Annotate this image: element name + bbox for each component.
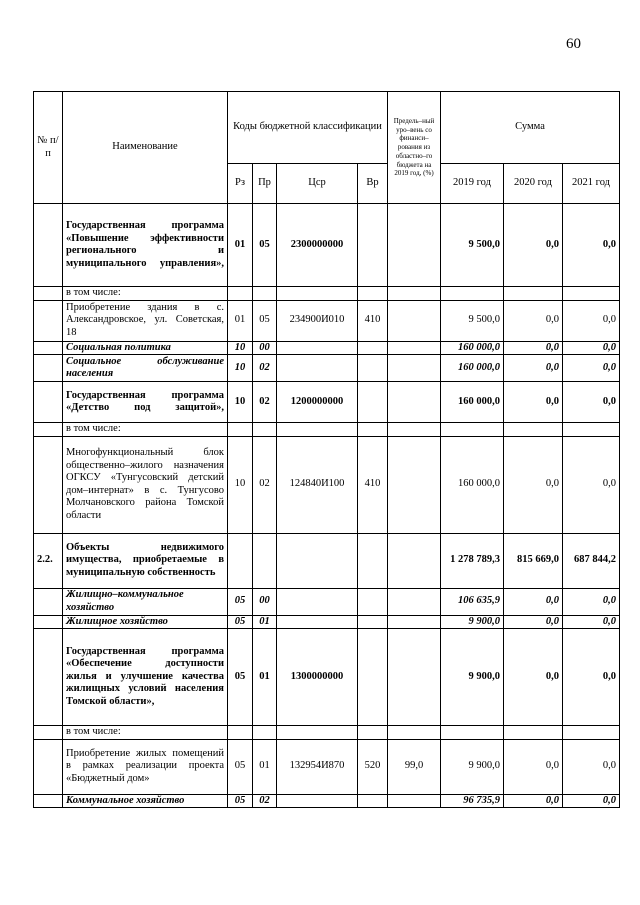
cell-name: Государственная программа «Детство под защитой», [63, 382, 228, 423]
cell-pct: 99,0 [388, 739, 441, 794]
cell-name: Коммунальное хозяйство [63, 794, 228, 808]
cell-num [34, 341, 63, 355]
cell-2020: 0,0 [504, 300, 563, 341]
cell-2020: 0,0 [504, 739, 563, 794]
table-row [34, 436, 620, 533]
cell-2021: 0,0 [563, 341, 620, 355]
cell-pr: 00 [253, 341, 277, 355]
table-row [34, 794, 620, 808]
cell-name: Социальная политика [63, 341, 228, 355]
header-codes: Коды бюджетной классификации [228, 92, 388, 164]
header-num: № п/п [34, 92, 63, 204]
cell-pct [388, 436, 441, 533]
cell-2019: 9 900,0 [441, 629, 504, 726]
cell-2020: 0,0 [504, 794, 563, 808]
cell-2019: 160 000,0 [441, 382, 504, 423]
cell-2020: 0,0 [504, 382, 563, 423]
cell-rz: 10 [228, 436, 253, 533]
cell-2021: 0,0 [563, 615, 620, 629]
cell-pct [388, 204, 441, 287]
cell-num [34, 436, 63, 533]
cell-2020: 0,0 [504, 436, 563, 533]
cell-2020: 0,0 [504, 588, 563, 615]
cell-name: Многофункциональный блок общественно–жилого назначения ОГКСУ «Тунгусовский детский дом–интернат» в с. Тунгусово Молчановского района Томской области [63, 436, 228, 533]
cell-name: в том числе: [63, 423, 228, 437]
cell-pr: 01 [253, 615, 277, 629]
cell-pr: 02 [253, 355, 277, 382]
table-row [34, 355, 620, 382]
cell-rz: 10 [228, 355, 253, 382]
cell-2019: 160 000,0 [441, 436, 504, 533]
cell-2019: 160 000,0 [441, 341, 504, 355]
table-row [34, 588, 620, 615]
cell-csr: 132954И870 [277, 739, 358, 794]
cell-2019: 9 500,0 [441, 204, 504, 287]
cell-rz: 05 [228, 615, 253, 629]
table-row [34, 423, 620, 437]
cell-2019: 106 635,9 [441, 588, 504, 615]
header-2020: 2020 год [504, 164, 563, 204]
cell-2021: 0,0 [563, 355, 620, 382]
table-row [34, 341, 620, 355]
header-rz: Рз [228, 164, 253, 204]
cell-rz: 05 [228, 739, 253, 794]
cell-num [34, 287, 63, 301]
cell-2021: 0,0 [563, 436, 620, 533]
cell-2019: 9 900,0 [441, 615, 504, 629]
cell-name: в том числе: [63, 287, 228, 301]
cell-num [34, 629, 63, 726]
cell-2021: 687 844,2 [563, 533, 620, 588]
cell-pct [388, 300, 441, 341]
cell-vr [358, 204, 388, 287]
table-row [34, 382, 620, 423]
header-name: Наименование [63, 92, 228, 204]
cell-2021: 0,0 [563, 588, 620, 615]
cell-vr: 410 [358, 436, 388, 533]
table-row [34, 615, 620, 629]
cell-name: в том числе: [63, 726, 228, 740]
cell-csr: 234900И010 [277, 300, 358, 341]
cell-num [34, 615, 63, 629]
cell-name: Приобретение жилых помещений в рамках реализации проекта «Бюджетный дом» [63, 739, 228, 794]
cell-2021: 0,0 [563, 382, 620, 423]
cell-2020: 0,0 [504, 355, 563, 382]
cell-2021: 0,0 [563, 204, 620, 287]
page-number: 60 [566, 36, 581, 52]
header-cofinancing-limit: Предель–ный уро–вень со финанси–рования из областно–го бюджета на 2019 год, (%) [388, 92, 441, 204]
cell-pr: 02 [253, 794, 277, 808]
cell-rz: 10 [228, 341, 253, 355]
cell-pr: 00 [253, 588, 277, 615]
cell-rz: 01 [228, 300, 253, 341]
cell-2019: 9 500,0 [441, 300, 504, 341]
budget-table [33, 91, 620, 808]
cell-name: Социальное обслуживание населения [63, 355, 228, 382]
cell-rz: 10 [228, 382, 253, 423]
cell-num [34, 355, 63, 382]
cell-2021: 0,0 [563, 739, 620, 794]
cell-num [34, 423, 63, 437]
table-row [34, 300, 620, 341]
table-row [34, 726, 620, 740]
cell-pr: 02 [253, 436, 277, 533]
cell-num [34, 300, 63, 341]
cell-num [34, 204, 63, 287]
cell-2020: 0,0 [504, 204, 563, 287]
cell-num: 2.2. [34, 533, 63, 588]
cell-2019: 96 735,9 [441, 794, 504, 808]
cell-2020: 0,0 [504, 615, 563, 629]
cell-2021: 0,0 [563, 300, 620, 341]
table-row [34, 739, 620, 794]
cell-csr: 1200000000 [277, 382, 358, 423]
header-sum: Сумма [441, 92, 620, 164]
cell-num [34, 739, 63, 794]
table-row [34, 287, 620, 301]
cell-num [34, 588, 63, 615]
cell-vr: 410 [358, 300, 388, 341]
cell-num [34, 382, 63, 423]
cell-pr: 01 [253, 629, 277, 726]
header-row-top [34, 92, 620, 164]
cell-csr: 1300000000 [277, 629, 358, 726]
cell-name: Приобретение здания в с. Александровское, ул. Советская, 18 [63, 300, 228, 341]
cell-name: Жилищное хозяйство [63, 615, 228, 629]
table-row [34, 204, 620, 287]
cell-name: Государственная программа «Обеспечение доступности жилья и улучшение качества жилищных условий населения Томской области», [63, 629, 228, 726]
cell-csr: 2300000000 [277, 204, 358, 287]
cell-2019: 160 000,0 [441, 355, 504, 382]
cell-2020: 815 669,0 [504, 533, 563, 588]
header-2019: 2019 год [441, 164, 504, 204]
cell-2020: 0,0 [504, 341, 563, 355]
header-pr: Пр [253, 164, 277, 204]
cell-name: Государственная программа «Повышение эффективности регионального и муниципального управления», [63, 204, 228, 287]
cell-num [34, 794, 63, 808]
cell-name: Объекты недвижимого имущества, приобретаемые в муниципальную собственность [63, 533, 228, 588]
cell-2020: 0,0 [504, 629, 563, 726]
cell-num [34, 726, 63, 740]
cell-rz: 05 [228, 794, 253, 808]
cell-2019: 9 900,0 [441, 739, 504, 794]
cell-2019: 1 278 789,3 [441, 533, 504, 588]
cell-rz: 05 [228, 629, 253, 726]
header-vr: Вр [358, 164, 388, 204]
cell-pr: 05 [253, 204, 277, 287]
cell-name: Жилищно–коммунальное хозяйство [63, 588, 228, 615]
cell-vr: 520 [358, 739, 388, 794]
cell-pr: 02 [253, 382, 277, 423]
table-row [34, 629, 620, 726]
header-2021: 2021 год [563, 164, 620, 204]
cell-rz: 05 [228, 588, 253, 615]
cell-csr: 124840И100 [277, 436, 358, 533]
cell-pr: 05 [253, 300, 277, 341]
header-csr: Цср [277, 164, 358, 204]
cell-2021: 0,0 [563, 794, 620, 808]
table-row [34, 533, 620, 588]
cell-2021: 0,0 [563, 629, 620, 726]
cell-pr: 01 [253, 739, 277, 794]
cell-rz: 01 [228, 204, 253, 287]
